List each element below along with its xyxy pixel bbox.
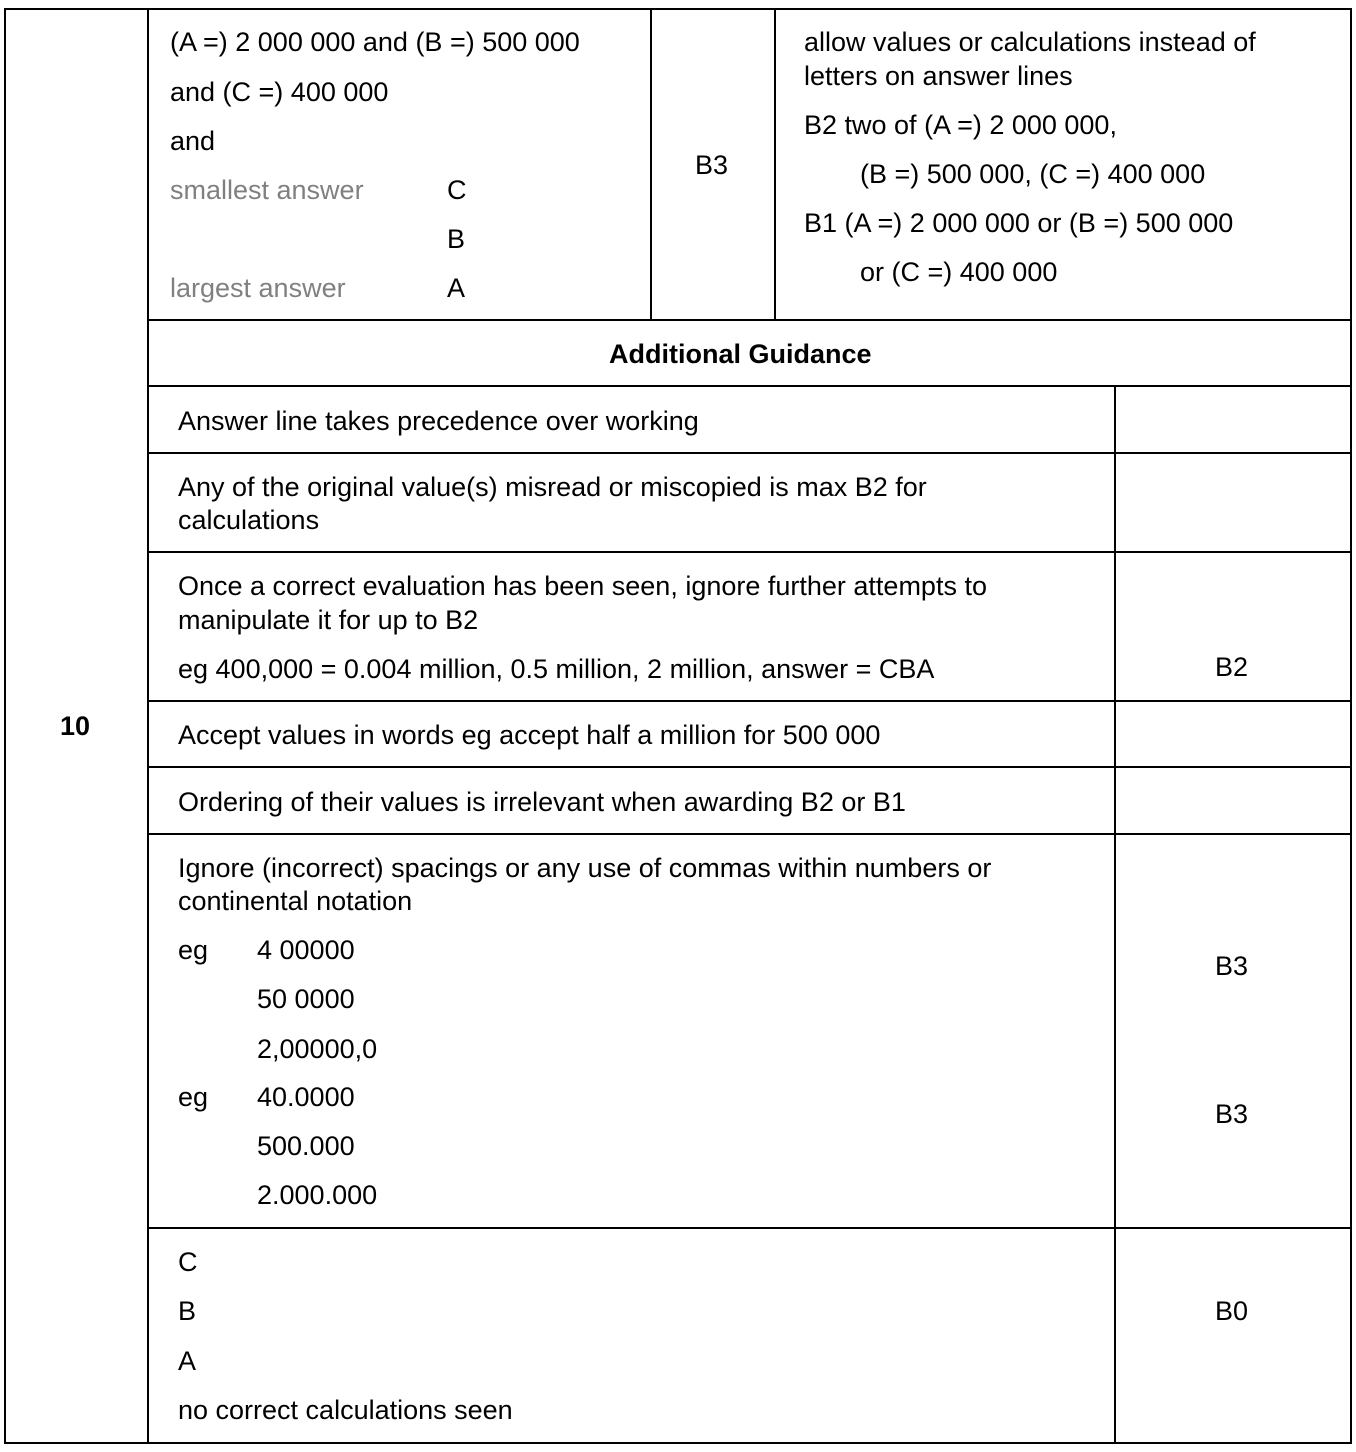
guidance-4: Accept values in words eg accept half a million for 500 000: [178, 720, 881, 750]
row-divider-3: [147, 452, 1352, 454]
row-divider-2: [147, 385, 1352, 387]
guidance-6-example-3: 2,00000,0: [257, 1034, 378, 1064]
answer-order-1: C: [447, 175, 467, 205]
row-divider-6: [147, 766, 1352, 768]
guidance-7-line-3: A: [178, 1346, 197, 1376]
guidance-2-line-1: Any of the original value(s) misread or miscopied is max B2 for: [178, 472, 927, 502]
table-top-border: [4, 8, 1352, 10]
row-divider-8: [147, 1227, 1352, 1229]
guidance-7-line-1: C: [178, 1247, 198, 1277]
guidance-6-example-6: 2.000.000: [257, 1180, 378, 1210]
comment-b1-line-2: or (C =) 400 000: [860, 257, 1058, 287]
guidance-2-line-2: calculations: [178, 505, 320, 535]
guidance-5: Ordering of their values is irrelevant when awarding B2 or B1: [178, 787, 906, 817]
row-divider-4: [147, 551, 1352, 553]
table-bottom-border: [4, 1442, 1352, 1444]
answer-order-2: B: [447, 224, 466, 254]
comment-b2-line-1: B2 two of (A =) 2 000 000,: [804, 110, 1117, 140]
guidance-mark-divider: [1114, 385, 1116, 1444]
guidance-6-mark-2: B3: [1215, 1099, 1249, 1129]
comment-b2-line-2: (B =) 500 000, (C =) 400 000: [860, 159, 1206, 189]
largest-answer-label: largest answer: [170, 273, 346, 303]
answer-line-1: (A =) 2 000 000 and (B =) 500 000: [170, 27, 580, 57]
row-divider-5: [147, 700, 1352, 702]
guidance-header: Additional Guidance: [609, 339, 872, 369]
table-left-border: [4, 8, 6, 1444]
guidance-1: Answer line takes precedence over working: [178, 406, 699, 436]
mark-value: B3: [695, 150, 729, 180]
answer-line-3: and: [170, 126, 216, 156]
guidance-3-line-3: eg 400,000 = 0.004 million, 0.5 million, 2 million, answer = CBA: [178, 654, 935, 684]
comment-line-1: allow values or calculations instead of: [804, 27, 1256, 57]
row-divider-1: [147, 319, 1352, 321]
guidance-3-line-1: Once a correct evaluation has been seen, ignore further attempts to: [178, 571, 987, 601]
guidance-6-mark-1: B3: [1215, 951, 1249, 981]
mark-comments-divider: [774, 8, 776, 321]
guidance-7-mark: B0: [1215, 1296, 1249, 1326]
answer-order-3: A: [447, 273, 466, 303]
guidance-6-eg-1: eg: [178, 935, 209, 965]
guidance-6-eg-2: eg: [178, 1082, 209, 1112]
row-divider-7: [147, 833, 1352, 835]
comment-b1-line-1: B1 (A =) 2 000 000 or (B =) 500 000: [804, 208, 1234, 238]
answer-mark-divider: [650, 8, 652, 321]
guidance-6-example-1: 4 00000: [257, 935, 355, 965]
answer-line-2: and (C =) 400 000: [170, 77, 389, 107]
guidance-6-line-2: continental notation: [178, 886, 413, 916]
guidance-6-example-5: 500.000: [257, 1131, 355, 1161]
question-number: 10: [60, 711, 91, 741]
guidance-3-mark: B2: [1215, 652, 1249, 682]
guidance-7-line-2: B: [178, 1296, 197, 1326]
smallest-answer-label: smallest answer: [170, 175, 364, 205]
guidance-6-example-2: 50 0000: [257, 984, 355, 1014]
guidance-7-line-4: no correct calculations seen: [178, 1395, 513, 1425]
guidance-3-line-2: manipulate it for up to B2: [178, 605, 479, 635]
guidance-6-line-1: Ignore (incorrect) spacings or any use of commas within numbers or: [178, 853, 992, 883]
guidance-6-example-4: 40.0000: [257, 1082, 355, 1112]
comment-line-2: letters on answer lines: [804, 61, 1073, 91]
